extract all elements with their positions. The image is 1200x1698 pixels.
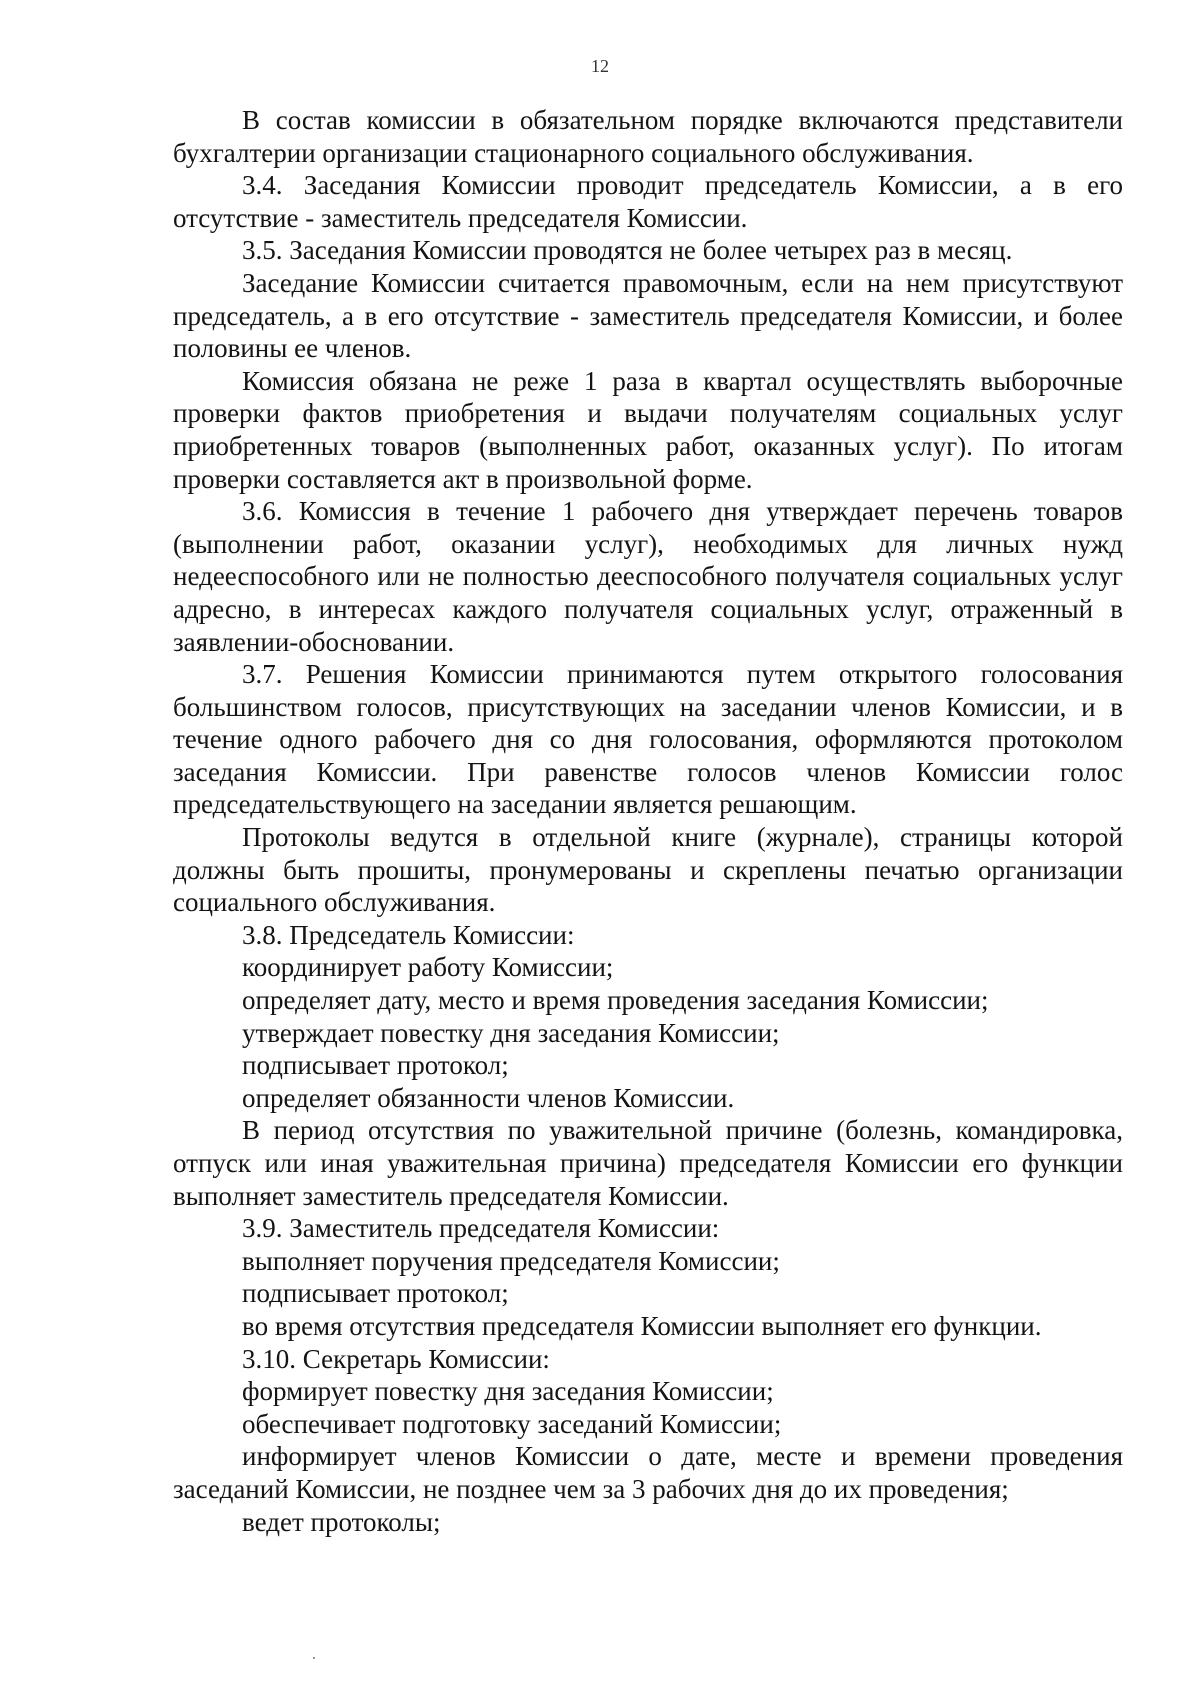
paragraph-3-10-heading: 3.10. Секретарь Комиссии: [242, 1343, 550, 1374]
paragraph-composition: В состав комиссии в обязательном порядке включаются представители бухгалтерии организации стационарного социального обслуживания. [173, 105, 1123, 168]
list-item: определяет обязанности членов Комиссии. [242, 1082, 735, 1113]
list-item: подписывает протокол; [242, 1050, 509, 1081]
list-item: утверждает повестку дня заседания Комиссии; [242, 1017, 780, 1048]
paragraph-absence: В период отсутствия по уважительной причине (болезнь, командировка, отпуск или иная уважительная причина) председателя Комиссии его функции выполняет заместитель председателя Комиссии. [173, 1115, 1123, 1211]
paragraph-3-7: 3.7. Решения Комиссии принимаются путем открытого голосования большинством голосов, присутствующих на заседании членов Комиссии, и в течение одного рабочего дня со дня голосования, оформляются протоколом заседания Комиссии. При равенстве голосов членов Комиссии голос председательствующего на заседании является решающим. [173, 659, 1123, 820]
paragraph-3-9-heading: 3.9. Заместитель председателя Комиссии: [242, 1213, 720, 1244]
list-item: ведет протоколы; [242, 1506, 441, 1537]
list-item: подписывает протокол; [242, 1278, 509, 1309]
paragraph-inspections: Комиссия обязана не реже 1 раза в квартал осуществлять выборочные проверки фактов приобретения и выдачи получателям социальных услуг приобретенных товаров (выполненных работ, оказанных услуг). По итогам проверки составляется акт в произвольной форме. [173, 365, 1123, 494]
list-item: выполняет поручения председателя Комиссии; [242, 1245, 780, 1276]
page-number: 12 [591, 56, 609, 76]
paragraph-3-6: 3.6. Комиссия в течение 1 рабочего дня утверждает перечень товаров (выполнении работ, оказании услуг), необходимых для личных нужд недееспособного или не полностью дееспособного получателя социальных услуг адресно, в интересах каждого получателя социальных услуг, отраженный в заявлении-обосновании. [173, 496, 1123, 657]
paragraph-3-8-heading: 3.8. Председатель Комиссии: [242, 919, 575, 950]
list-item: координирует работу Комиссии; [242, 952, 614, 983]
paragraph-quorum: Заседание Комиссии считается правомочным, если на нем присутствуют председатель, а в его отсутствие - заместитель председателя Комиссии, и более половины ее членов. [173, 267, 1123, 364]
list-item: информирует членов Комиссии о дате, месте и времени проведения заседаний Комиссии, не позднее чем за 3 рабочих дня до их проведения; [173, 1441, 1123, 1504]
list-item: определяет дату, место и время проведения заседания Комиссии; [242, 985, 989, 1016]
document-body [173, 104, 1123, 1538]
paragraph-3-4: 3.4. Заседания Комиссии проводит председатель Комиссии, а в его отсутствие - заместитель председателя Комиссии. [173, 170, 1123, 233]
list-item: формирует повестку дня заседания Комиссии; [242, 1376, 774, 1407]
paragraph-3-5: 3.5. Заседания Комиссии проводятся не более четырех раз в месяц. [242, 235, 1013, 266]
list-item: во время отсутствия председателя Комиссии выполняет его функции. [242, 1310, 1042, 1341]
list-item: обеспечивает подготовку заседаний Комиссии; [242, 1408, 782, 1439]
paragraph-protocols: Протоколы ведутся в отдельной книге (журнале), страницы которой должны быть прошиты, пронумерованы и скреплены печатью организации социального обслуживания. [173, 822, 1123, 918]
scan-artifact-dot [313, 1657, 315, 1659]
